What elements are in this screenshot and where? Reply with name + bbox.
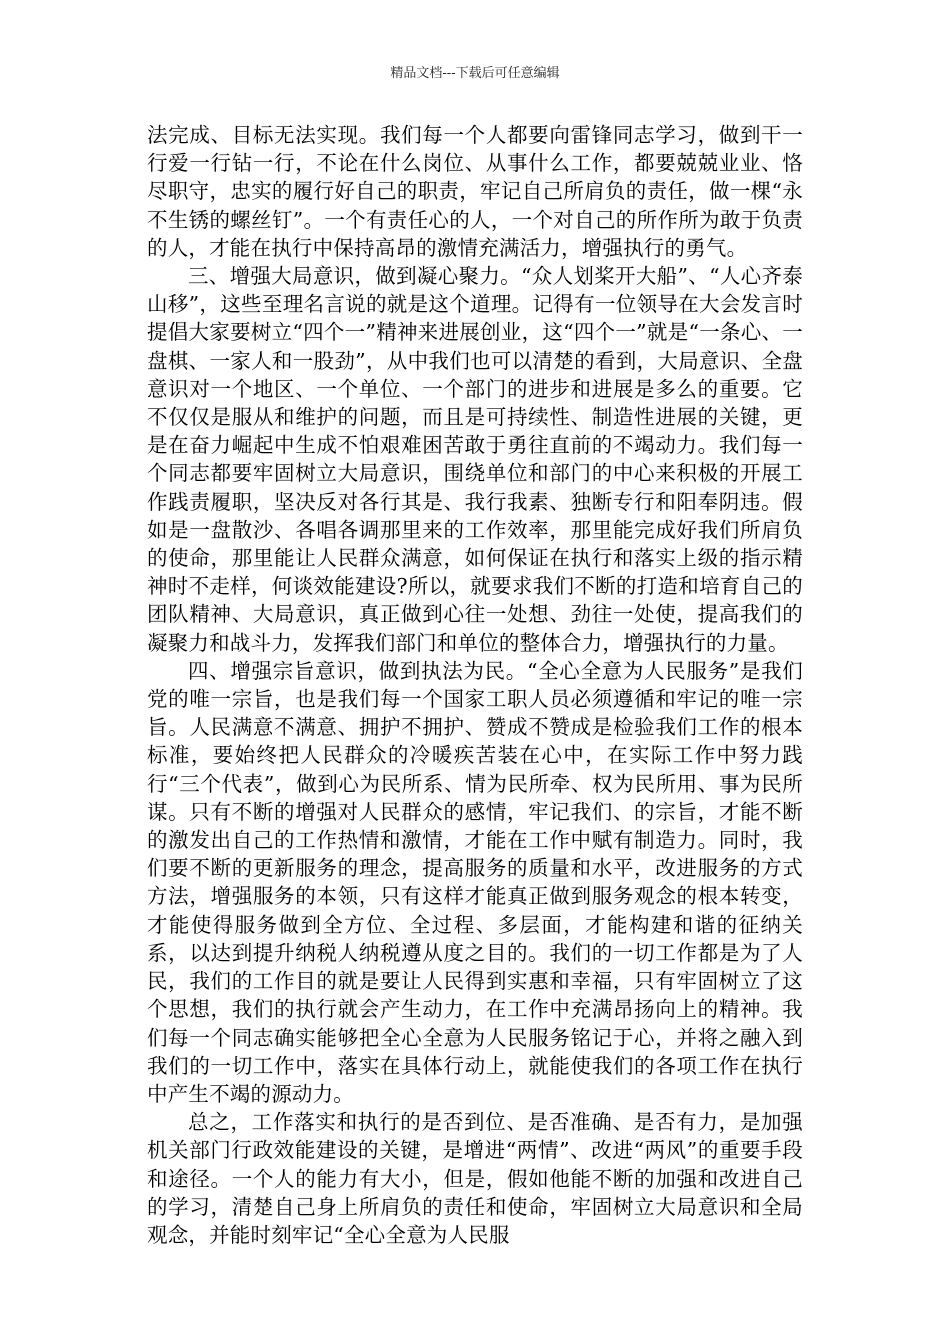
paragraph-summary: 总之，工作落实和执行的是否到位、是否准确、是否有力，是加强机关部门行政效能建设的关键，是增进“两情”、改进“两风”的重要手段和途径。一个人的能力有大小，但是，假如他能不断的加强和改进自己的学习，清楚自己身上所肩负的责任和使命，牢固树立大局意识和全局观念，并能时刻牢记“全心全意为人民服 (147, 1110, 803, 1247)
paragraph-purpose-awareness: 四、增强宗旨意识，做到执法为民。“全心全意为人民服务”是我们党的唯一宗旨，也是我们每一个国家工职人员必须遵循和牢记的唯一宗旨。人民满意不满意、拥护不拥护、赞成不赞成是检验我们工作的根本标准，要始终把人民群众的冷暖疾苦装在心中，在实际工作中努力践行“三个代表”，做到心为民所系、情为民所牵、权为民所用、事为民所谋。只有不断的增强对人民群众的感情，牢记我们、的宗旨，才能不断的激发出自己的工作热情和激情，才能在工作中赋有制造力。同时，我们要不断的更新服务的理念，提高服务的质量和水平，改进服务的方式方法，增强服务的本领，只有这样才能真正做到服务观念的根本转变，才能使得服务做到全方位、全过程、多层面，才能构建和谐的征纳关系，以达到提升纳税人纳税遵从度之目的。我们的一切工作都是为了人民，我们的工作目的就是要让人民得到实惠和幸福，只有牢固树立了这个思想，我们的执行就会产生动力，在工作中充满昂扬向上的精神。我们每一个同志确实能够把全心全意为人民服务铭记于心，并将之融入到我们的一切工作中，落实在具体行动上，就能使我们的各项工作在执行中产生不竭的源动力。 (147, 658, 803, 1106)
paragraph-responsibility-continued: 法完成、目标无法实现。我们每一个人都要向雷锋同志学习，做到干一行爱一行钻一行，不论在什么岗位、从事什么工作，都要兢兢业业、恪尽职守，忠实的履行好自己的职责，牢记自己所肩负的责任，做一棵“永不生锈的螺丝钉”。一个有责任心的人，一个对自己的所作所为敢于负责的人，才能在执行中保持高昂的激情充满活力，增强执行的勇气。 (147, 123, 803, 260)
page-header: 精品文档---下载后可任意编辑 (390, 66, 560, 81)
paragraph-overall-awareness: 三、增强大局意识，做到凝心聚力。“众人划桨开大船”、“人心齐泰山移”，这些至理名言说的就是这个道理。记得有一位领导在大会发言时提倡大家要树立“四个一”精神来进展创业，这“四个一”就是“一条心、一盘棋、一家人和一股劲”，从中我们也可以清楚的看到，大局意识、全盘意识对一个地区、一个单位、一个部门的进步和进展是多么的重要。它不仅仅是服从和维护的问题，而且是可持续性、制造性进展的关键，更是在奋力崛起中生成不怕艰难困苦敢于勇往直前的不竭动力。我们每一个同志都要牢固树立大局意识，围绕单位和部门的中心来积极的开展工作践责履职，坚决反对各行其是、我行我素、独断专行和阳奉阴违。假如是一盘散沙、各唱各调那里来的工作效率，那里能完成好我们所肩负的使命，那里能让人民群众满意，如何保证在执行和落实上级的指示精神时不走样，何谈效能建设?所以，就要求我们不断的打造和培育自己的团队精神、大局意识，真正做到心往一处想、劲往一处使，提高我们的凝聚力和战斗力，发挥我们部门和单位的整体合力，增强执行的力量。 (147, 264, 803, 655)
document-body (147, 121, 803, 1249)
